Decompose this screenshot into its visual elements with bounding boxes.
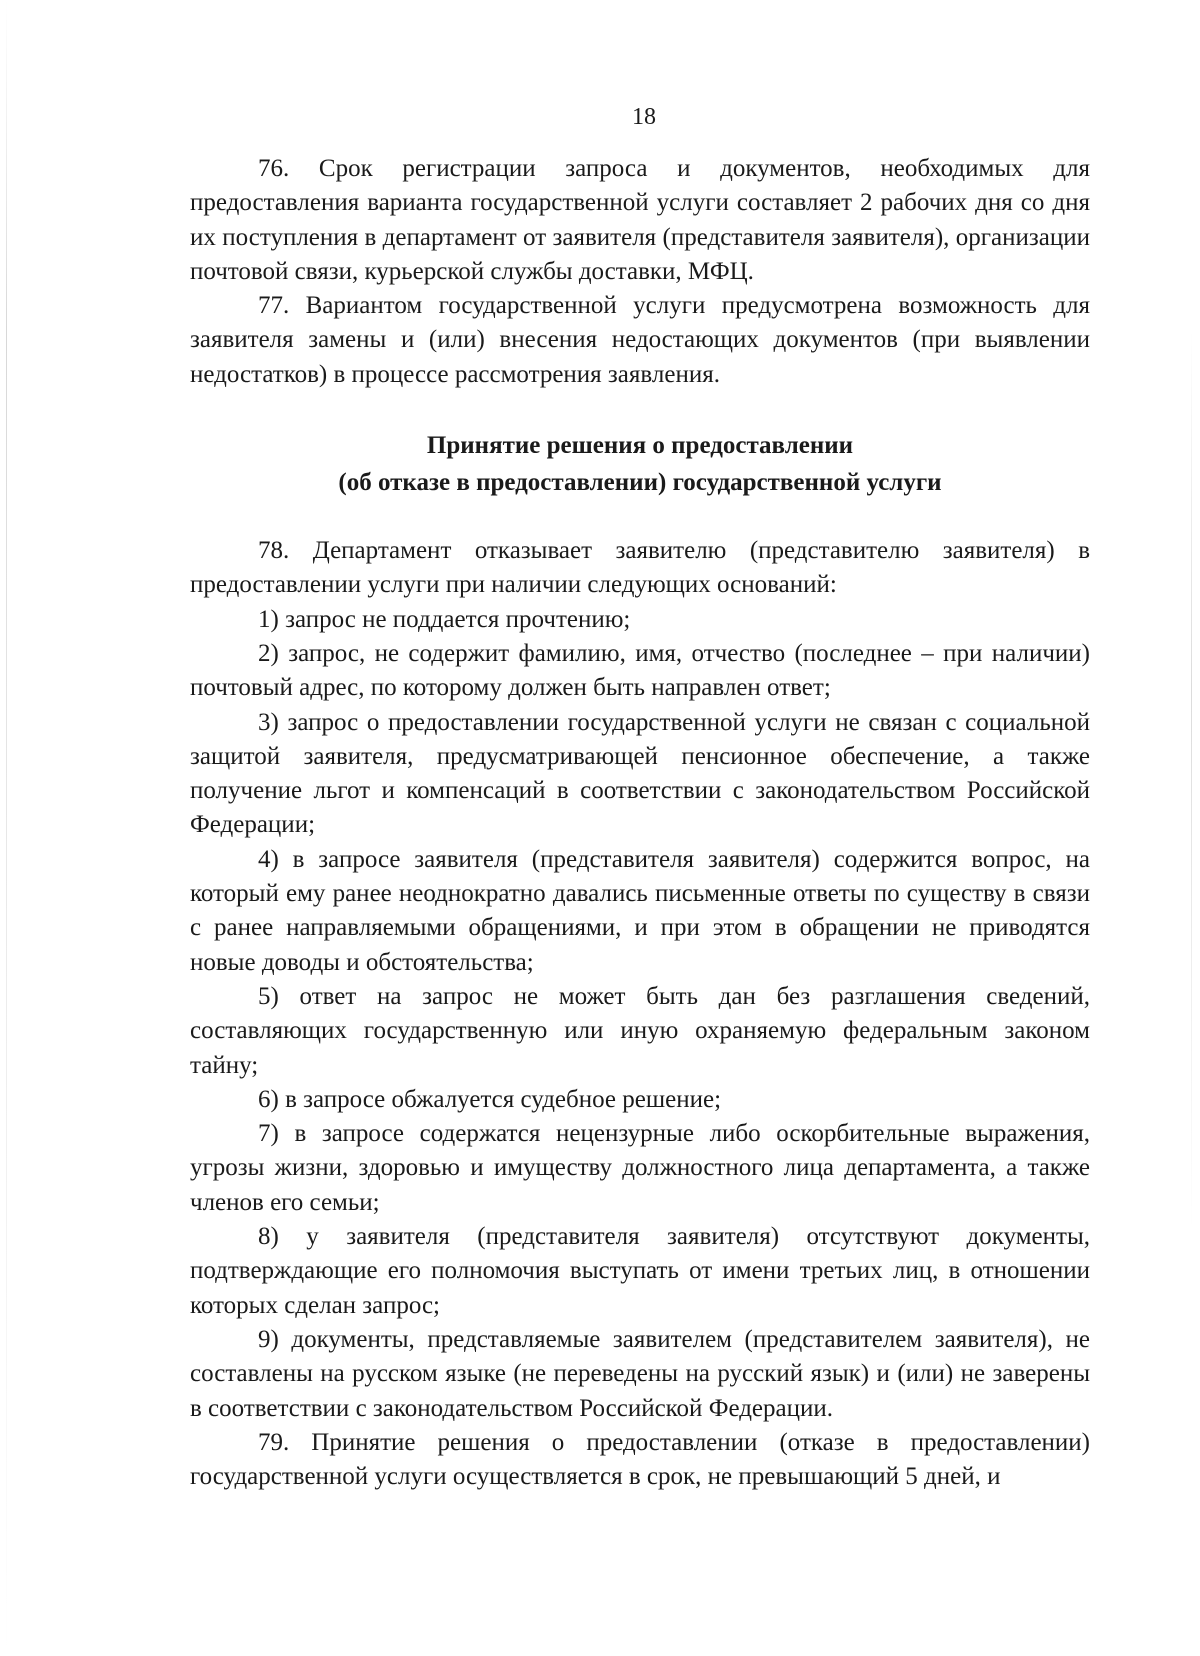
scan-edge-left: [6, 0, 7, 1656]
list-item-1: 1) запрос не поддается прочтению;: [258, 605, 631, 633]
list-item-8: 8) у заявителя (представителя заявителя) отсутствуют документы, подтверждающие его полномочия выступать от имени третьих лиц, в отношении которых сделан запрос;: [190, 1223, 1090, 1319]
section-heading: [190, 427, 1090, 501]
document-body: [190, 152, 1090, 1494]
list-item-7: 7) в запросе содержатся нецензурные либо оскорбительные выражения, угрозы жизни, здоровью и имуществу должностного лица департамента, а также членов его семьи;: [190, 1120, 1090, 1216]
paragraph-79: 79. Принятие решения о предоставлении (отказе в предоставлении) государственной услуги осуществляется в срок, не превышающий 5 дней, и: [190, 1428, 1090, 1491]
paragraph-77: 77. Вариантом государственной услуги предусмотрена возможность для заявителя замены и (или) внесения недостающих документов (при выявлении недостатков) в процессе рассмотрения заявления.: [190, 292, 1090, 388]
list-item-3: 3) запрос о предоставлении государственной услуги не связан с социальной защитой заявителя, предусматривающей пенсионное обеспечение, а также получение льгот и компенсаций в соответствии с законодательством Российской Федерации;: [190, 708, 1090, 839]
paragraph-78: 78. Департамент отказывает заявителю (представителю заявителя) в предоставлении услуги при наличии следующих оснований:: [190, 537, 1090, 599]
list-item-5: 5) ответ на запрос не может быть дан без разглашения сведений, составляющих государственную или иную охраняемую федеральным законом тайну;: [190, 982, 1090, 1079]
section-heading-line-1: Принятие решения о предоставлении: [426, 432, 854, 460]
list-item-4: 4) в запросе заявителя (представителя заявителя) содержится вопрос, на который ему ранее неоднократно давались письменные ответы по существу в связи с ранее направляемыми обращениями, и при этом в обращении не приводятся новые доводы и обстоятельства;: [190, 845, 1090, 976]
list-item-2: 2) запрос, не содержит фамилию, имя, отчество (последнее – при наличии) почтовый адрес, по которому должен быть направлен ответ;: [190, 639, 1090, 702]
page-number: 18: [632, 104, 656, 130]
scan-edge-right: [1191, 330, 1192, 1230]
list-item-9: 9) документы, представляемые заявителем (представителем заявителя), не составлены на русском языке (не переведены на русский язык) и (или) не заверены в соответствии с законодательством Российской Федерации.: [190, 1325, 1090, 1422]
paragraph-76: 76. Срок регистрации запроса и документов, необходимых для предоставления варианта государственной услуги составляет 2 рабочих дня со дня их поступления в департамент от заявителя (представителя заявителя), организации почтовой связи, курьерской службы доставки, МФЦ.: [190, 155, 1090, 285]
list-item-6: 6) в запросе обжалуется судебное решение;: [258, 1085, 722, 1113]
section-heading-line-2: (об отказе в предоставлении) государственной услуги: [338, 469, 942, 497]
